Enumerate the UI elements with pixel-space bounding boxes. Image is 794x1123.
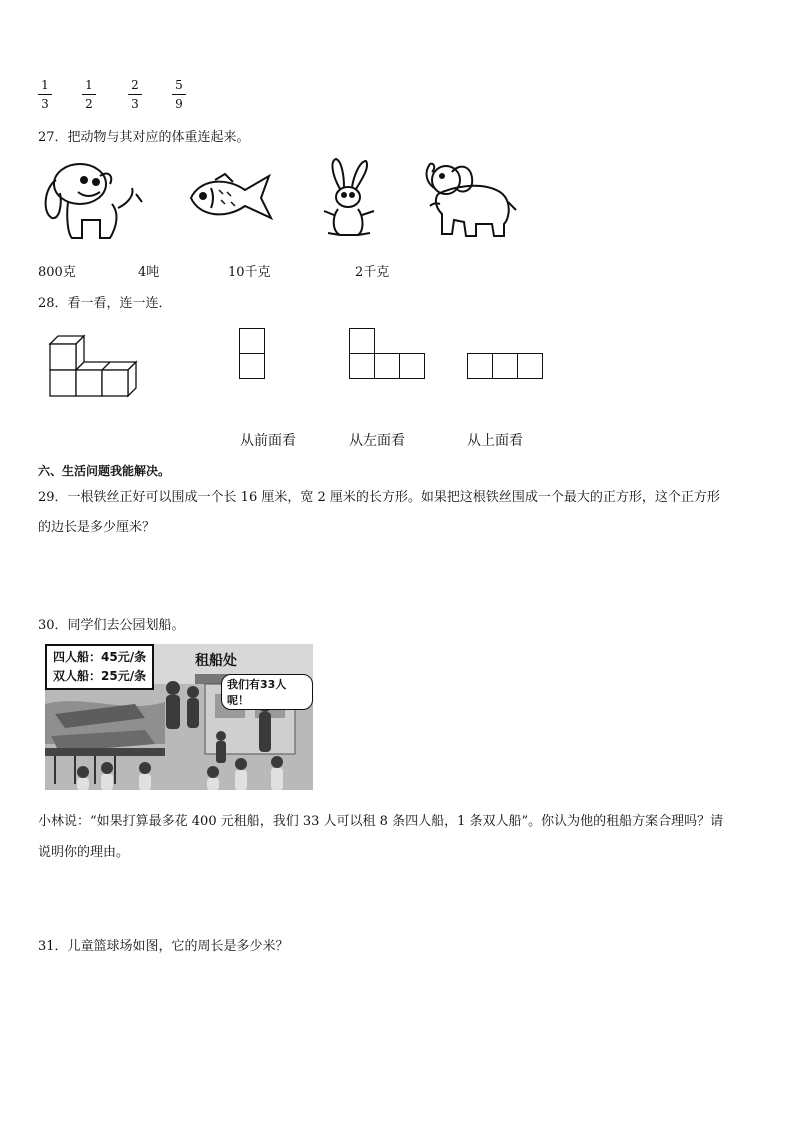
weight-label: 2千克 bbox=[355, 265, 390, 280]
fraction-2-3: 2 3 bbox=[128, 78, 142, 111]
rental-sign: 租船处 bbox=[195, 653, 237, 669]
view-square bbox=[239, 328, 265, 354]
weight-label: 4吨 bbox=[138, 265, 160, 280]
q30-text: 30．同学们去公园划船。 bbox=[38, 618, 185, 633]
q30-line2: 说明你的理由。 bbox=[38, 845, 130, 860]
boat-rental-illustration bbox=[45, 644, 313, 790]
view-square bbox=[349, 353, 375, 379]
q31-text: 31．儿童篮球场如图，它的周长是多少米？ bbox=[38, 939, 289, 954]
price-sign bbox=[45, 644, 154, 690]
view-square bbox=[492, 353, 518, 379]
q27-text: 27．把动物与其对应的体重连起来。 bbox=[38, 130, 250, 145]
view-square bbox=[399, 353, 425, 379]
section-heading: 六、生活问题我能解决。 bbox=[38, 464, 171, 478]
q29-line1: 29．一根铁丝正好可以围成一个长 16 厘米，宽 2 厘米的长方形。如果把这根铁丝围成一个最大的正方形，这个正方形 bbox=[38, 490, 720, 505]
view-label-top: 从上面看 bbox=[467, 433, 523, 449]
q29-line2: 的边长是多少厘米？ bbox=[38, 520, 156, 535]
view-square bbox=[349, 328, 375, 354]
price-two-person: 双人船：25元/条 bbox=[53, 669, 147, 683]
fish-icon bbox=[185, 170, 275, 225]
fraction-1-3: 1 3 bbox=[38, 78, 52, 111]
weight-label: 10千克 bbox=[228, 265, 271, 280]
view-square bbox=[374, 353, 400, 379]
view-label-front: 从前面看 bbox=[240, 433, 296, 449]
fraction-1-2: 1 2 bbox=[82, 78, 96, 111]
weight-label: 800克 bbox=[38, 265, 76, 280]
view-square bbox=[467, 353, 493, 379]
view-square bbox=[517, 353, 543, 379]
speech-bubble: 我们有33人呢！ bbox=[221, 674, 313, 710]
cube-stack-figure bbox=[46, 334, 138, 402]
rabbit-icon bbox=[318, 155, 378, 245]
price-four-person: 四人船：45元/条 bbox=[53, 650, 147, 664]
fraction-5-9: 5 9 bbox=[172, 78, 186, 111]
view-square bbox=[239, 353, 265, 379]
view-label-left: 从左面看 bbox=[349, 433, 405, 449]
elephant-icon bbox=[420, 158, 520, 240]
q30-line1: 小林说：“如果打算最多花 400 元租船，我们 33 人可以租 8 条四人船，1 条双人船”。你认为他的租船方案合理吗？请 bbox=[38, 814, 724, 829]
q28-text: 28．看一看，连一连． bbox=[38, 296, 172, 311]
dog-icon bbox=[38, 158, 148, 248]
